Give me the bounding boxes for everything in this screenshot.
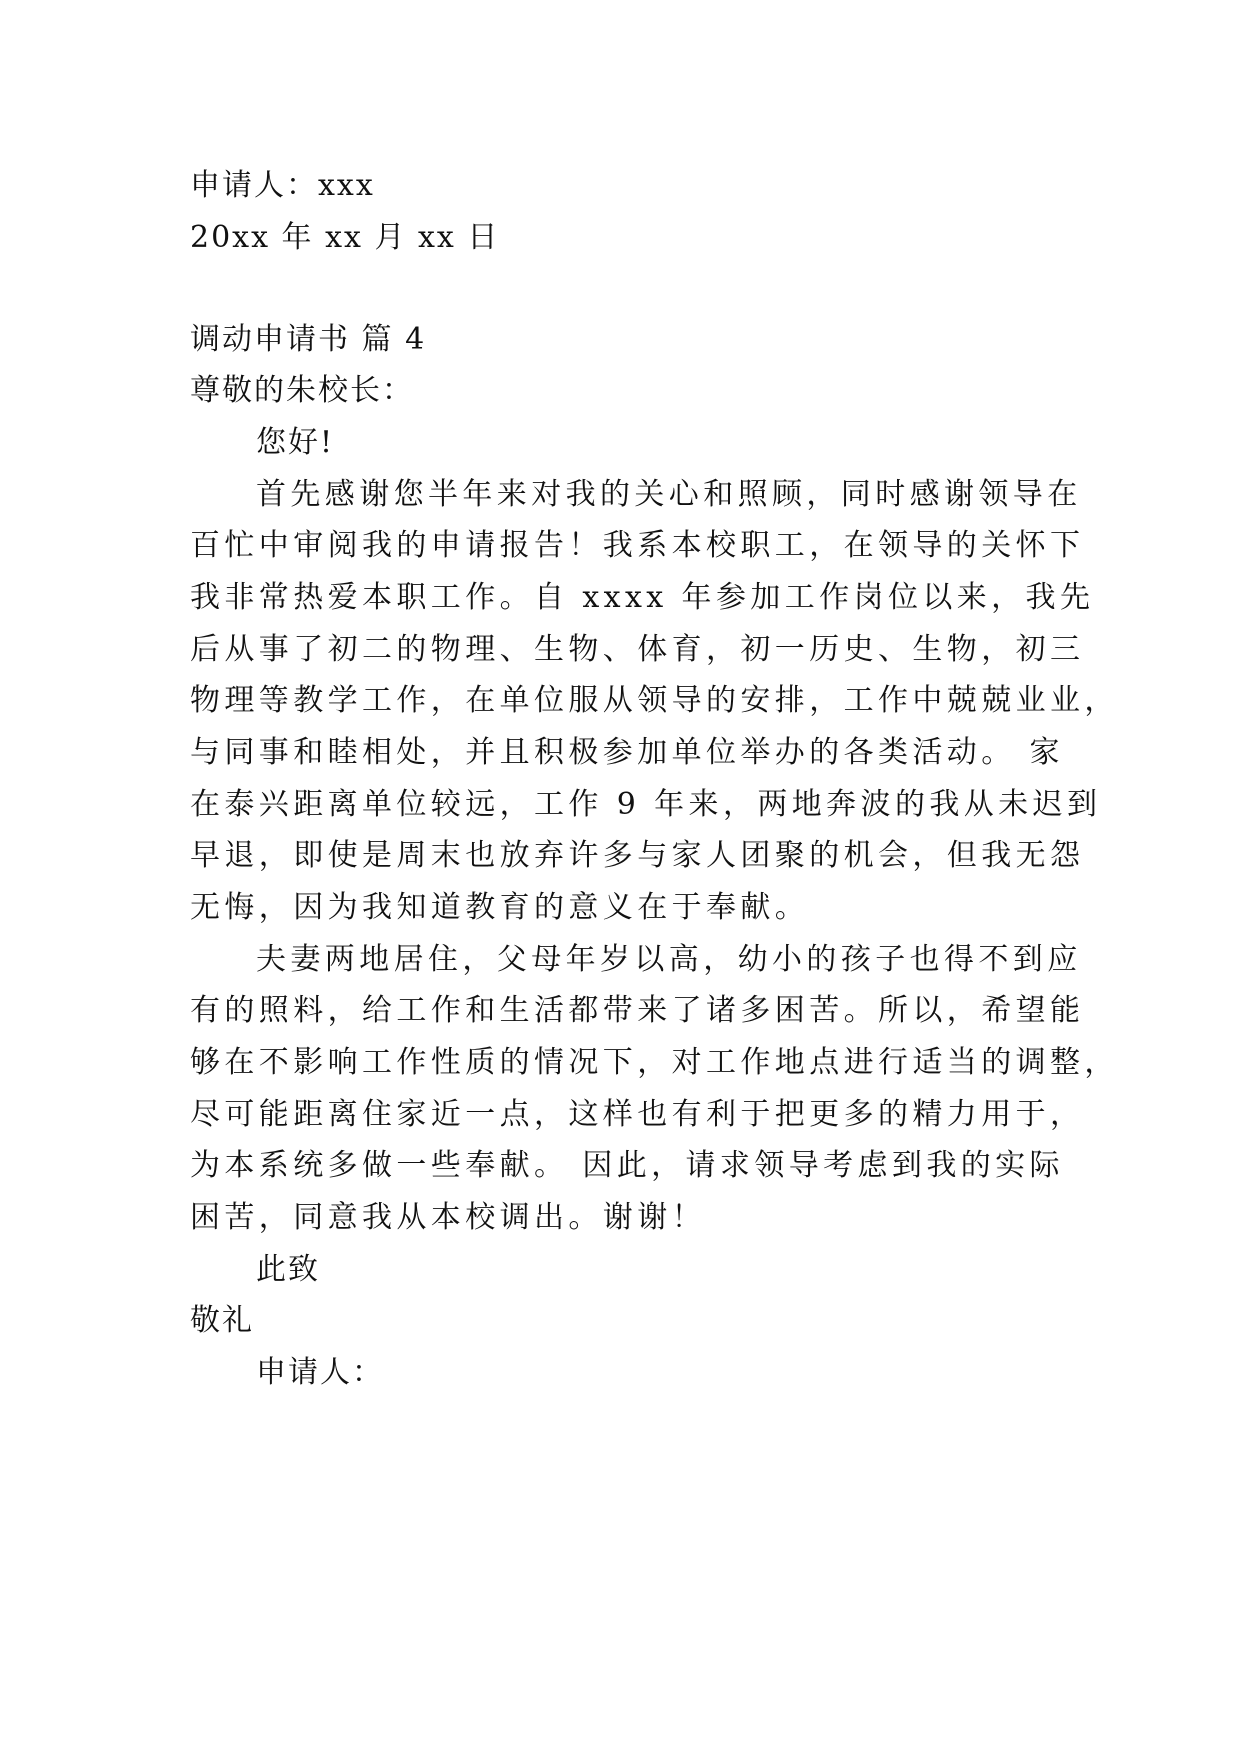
top-applicant-line: 申请人：xxx (190, 168, 375, 203)
letter-salutation: 尊敬的朱校长： (190, 373, 414, 408)
closing-jing-li: 敬礼 (190, 1303, 254, 1338)
bottom-applicant-line: 申请人： (256, 1355, 384, 1390)
paragraph1-line: 后从事了初二的物理、生物、体育，初一历史、生物，初三 (190, 632, 1085, 667)
paragraph2-line: 困苦，同意我从本校调出。谢谢！ (190, 1200, 706, 1235)
paragraph1-line: 物理等教学工作，在单位服从领导的安排，工作中兢兢业业， (190, 683, 1119, 718)
letter-greeting: 您好! (256, 425, 335, 460)
paragraph2-line: 尽可能距离住家近一点，这样也有利于把更多的精力用于， (190, 1097, 1085, 1132)
paragraph1-line: 我非常热爱本职工作。自 xxxx 年参加工作岗位以来，我先 (190, 580, 1095, 615)
letter-title: 调动申请书 篇 4 (190, 322, 427, 357)
paragraph1-line: 与同事和睦相处，并且积极参加单位举办的各类活动。 家 (190, 735, 1064, 770)
paragraph1-line: 无悔，因为我知道教育的意义在于奉献。 (190, 890, 810, 925)
paragraph2-line: 够在不影响工作性质的情况下，对工作地点进行适当的调整， (190, 1045, 1119, 1080)
paragraph1-line: 百忙中审阅我的申请报告！我系本校职工，在领导的关怀下 (190, 528, 1085, 563)
paragraph2-line: 为本系统多做一些奉献。 因此，请求领导考虑到我的实际 (190, 1148, 1064, 1183)
top-date-line: 20xx 年 xx 月 xx 日 (190, 220, 500, 255)
paragraph1-line: 早退，即使是周末也放弃许多与家人团聚的机会，但我无怨 (190, 838, 1085, 873)
paragraph1-line: 首先感谢您半年来对我的关心和照顾，同时感谢领导在 (256, 477, 1082, 512)
paragraph1-line: 在泰兴距离单位较远，工作 9 年来，两地奔波的我从未迟到 (190, 787, 1102, 822)
closing-ci-zhi: 此致 (256, 1252, 320, 1287)
paragraph2-line: 有的照料，给工作和生活都带来了诸多困苦。所以，希望能 (190, 993, 1085, 1028)
paragraph2-line: 夫妻两地居住，父母年岁以高，幼小的孩子也得不到应 (256, 942, 1082, 977)
